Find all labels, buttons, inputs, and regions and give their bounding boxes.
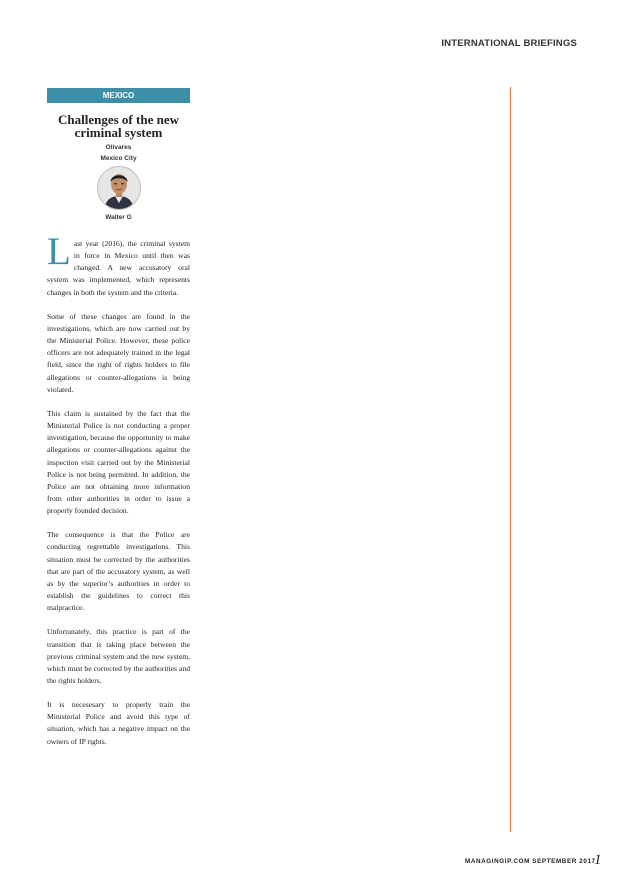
footer-publication: MANAGINGIP.COM SEPTEMBER 2017 (465, 858, 596, 865)
paragraph (47, 230, 190, 299)
author-photo (97, 166, 141, 210)
article-title: Challenges of the new criminal system (58, 112, 179, 140)
author-affiliation (47, 142, 190, 164)
author-photo-icon (98, 167, 140, 209)
author-name: Walter G (105, 214, 132, 221)
firm-city: Mexico City (100, 155, 137, 162)
column-divider (510, 87, 511, 832)
firm-name: Olivares (105, 144, 132, 151)
paragraph-text: ast year (2016), the criminal system in force in Mexico until then was changed. A new accusatory oral system was implemented, which represents changes in both the system and the criteria. (47, 239, 190, 297)
paragraph: It is necesesary to properly train the Ministerial Police and avoid this type of situation, which has a negative impact on the owners of IP rights. (47, 700, 190, 746)
article-body (47, 230, 190, 760)
country-label: MEXICO (47, 88, 190, 103)
paragraph: Some of these changes are found in the investigations, which are now carried out by the Ministerial Police. However, these police officers are not adequately trained in the legal field, since the right of rights holders to file allegations or counter-allegations is being violated. (47, 311, 190, 394)
paragraph: The consequence is that the Police are conducting regrettable investigations. This situation must be corrected by the authorities that are part of the accusatory system, as well as by the superior’s authorities in order to establish the guidelines to correct this malpractice. (47, 530, 190, 613)
drop-cap: L (47, 230, 71, 273)
page-number: 1 (594, 852, 602, 868)
section-header: INTERNATIONAL BRIEFINGS (441, 38, 577, 49)
paragraph: Unfortunately, this practice is part of the transition that is taking place between the previous criminal system and the new system, which must be corrected by the authorities and the rights holders. (47, 627, 190, 685)
paragraph: This claim is sustained by the fact that the Ministerial Police is not conducting a proper investigation, because the opportunity to make allegations or counter-allegations against the inspection visit carried out by the Ministerial Police is not being permitted. In addition, the Police are not obtaining more information from other authorities in order to issue a properly founded decision. (47, 408, 190, 516)
